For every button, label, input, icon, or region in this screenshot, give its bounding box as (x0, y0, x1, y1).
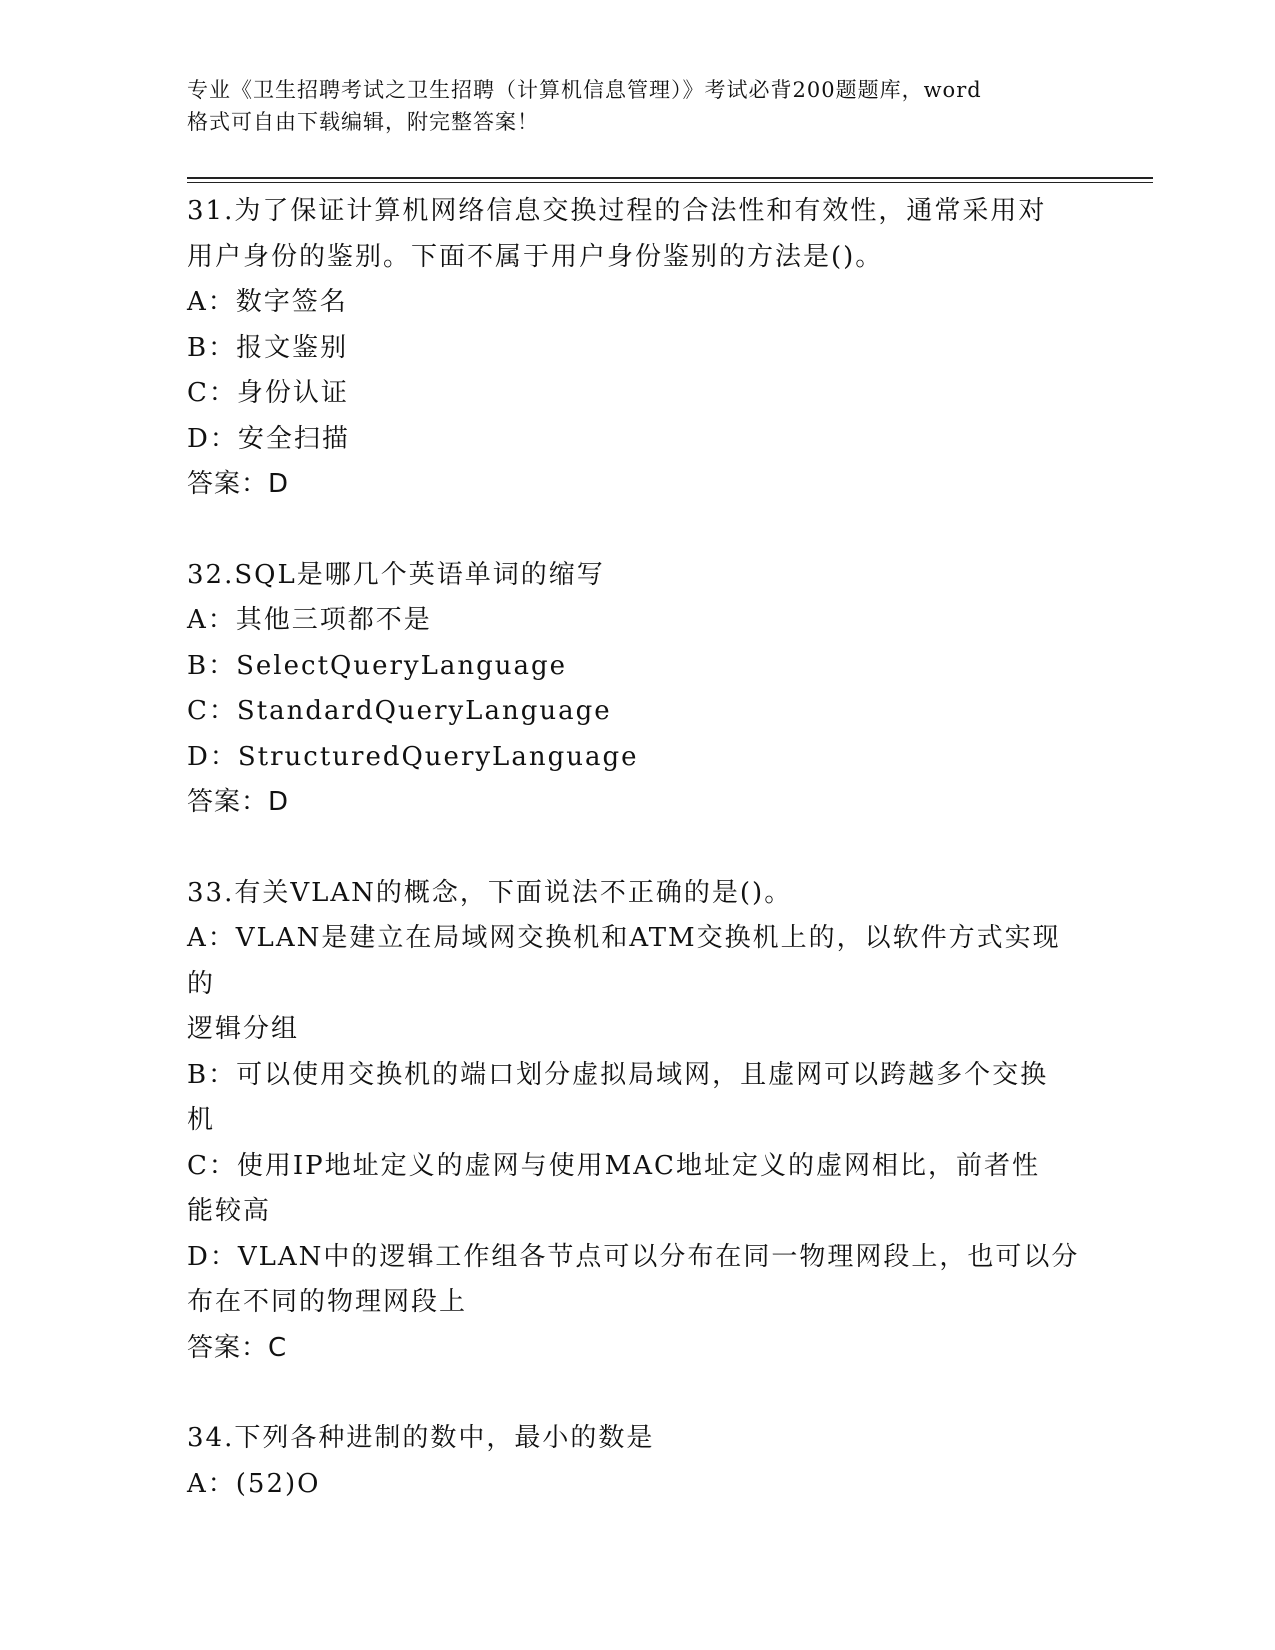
question-text-line: 34.下列各种进制的数中，最小的数是 (187, 1423, 655, 1453)
question-text-line: 31.为了保证计算机网络信息交换过程的合法性和有效性，通常采用对 (187, 196, 1047, 226)
option-a: A：(52)O (187, 1468, 321, 1499)
question-33 (187, 871, 1087, 1372)
option-d: D：安全扫描 (187, 423, 350, 454)
header-line-2: 格式可自由下载编辑，附完整答案！ (187, 110, 539, 134)
question-text-line: 32.SQL是哪几个英语单词的缩写 (187, 559, 605, 590)
option-c: C：StandardQueryLanguage (187, 696, 612, 726)
question-text-line: 33.有关VLAN的概念，下面说法不正确的是()。 (187, 877, 793, 908)
answer-text: 答案：D (187, 469, 290, 499)
option-d: D：VLAN中的逻辑工作组各节点可以分布在同一物理网段上，也可以分 (187, 1241, 1080, 1272)
option-a: A：数字签名 (187, 287, 348, 317)
option-b: B：可以使用交换机的端口划分虚拟局域网，且虚网可以跨越多个交换 (187, 1059, 1049, 1090)
option-b-continued: 机 (187, 1105, 216, 1135)
header-line-1: 专业《卫生招聘考试之卫生招聘（计算机信息管理）》考试必背200题题库，word (187, 78, 982, 102)
header-divider-thick (187, 177, 1153, 179)
option-a: A：VLAN是建立在局域网交换机和ATM交换机上的，以软件方式实现的 (187, 923, 1061, 999)
question-31 (187, 189, 1087, 508)
option-b: B：SelectQueryLanguage (187, 650, 568, 681)
option-d: D：StructuredQueryLanguage (187, 741, 639, 772)
option-a: A：其他三项都不是 (187, 605, 432, 635)
option-b: B：报文鉴别 (187, 332, 349, 363)
option-c: C：使用IP地址定义的虚网与使用MAC地址定义的虚网相比，前者性 (187, 1150, 1040, 1181)
question-list (187, 189, 1087, 1507)
option-c-continued: 能较高 (187, 1196, 272, 1226)
option-a-continued: 逻辑分组 (187, 1014, 300, 1044)
question-32 (187, 553, 1087, 826)
option-d-continued: 布在不同的物理网段上 (187, 1287, 468, 1317)
header-divider-thin (187, 182, 1153, 183)
question-34 (187, 1416, 1087, 1507)
question-text-line: 用户身份的鉴别。下面不属于用户身份鉴别的方法是()。 (187, 241, 884, 272)
answer-text: 答案：D (187, 787, 290, 817)
option-c: C：身份认证 (187, 378, 349, 408)
answer-text: 答案：C (187, 1332, 288, 1363)
document-header (187, 74, 1087, 138)
